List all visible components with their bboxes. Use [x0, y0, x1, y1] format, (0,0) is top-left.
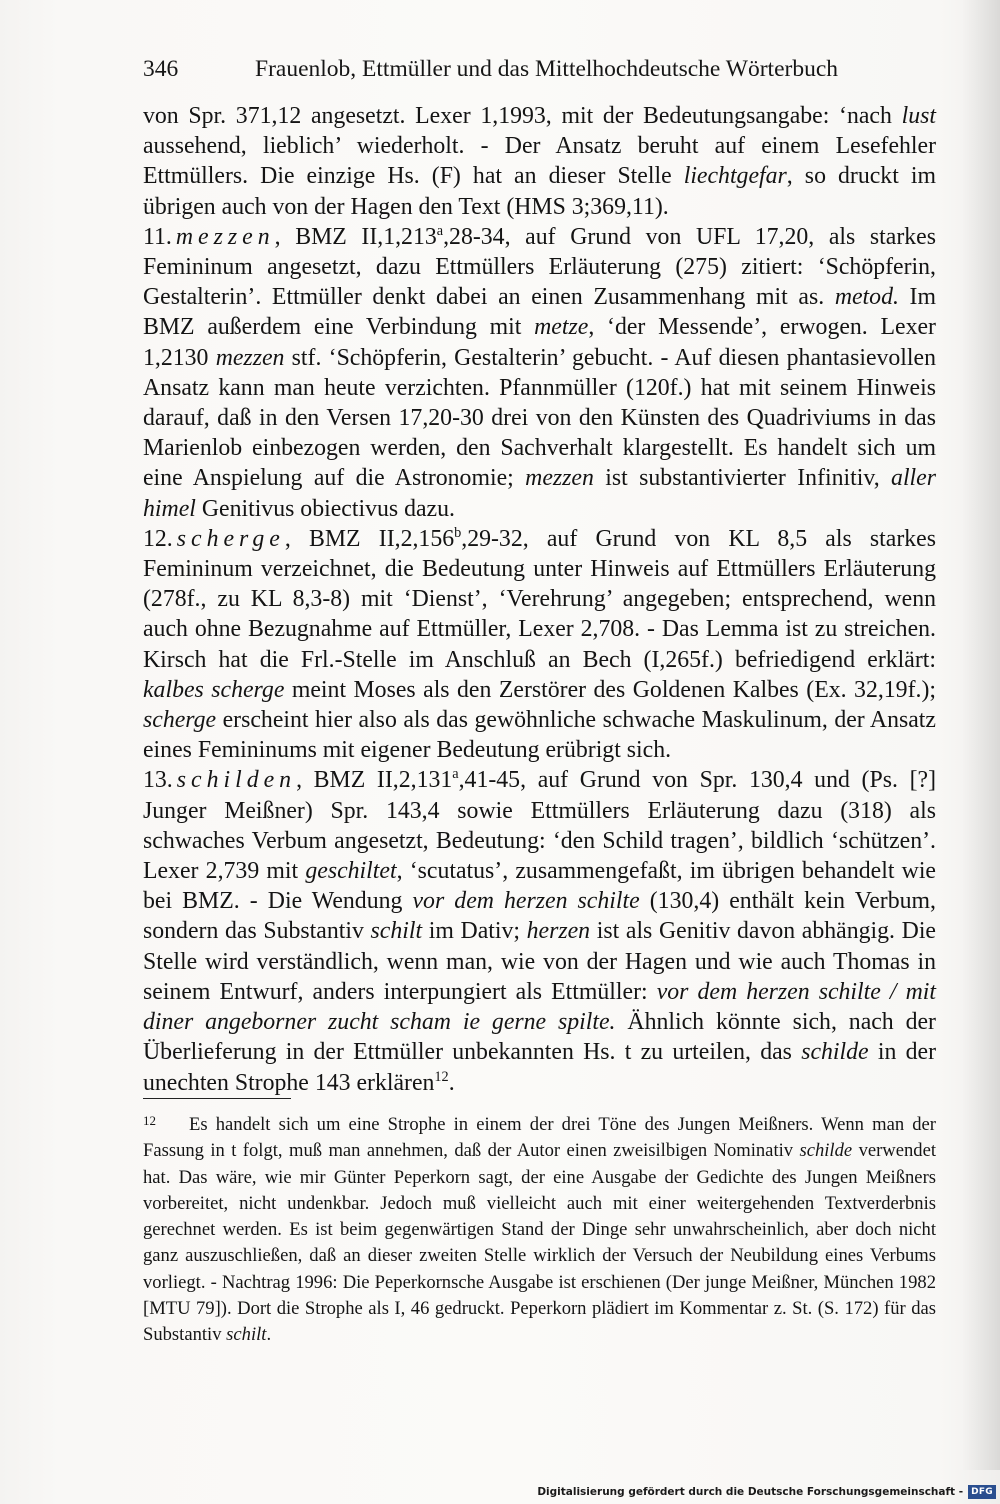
italic-text: metze — [534, 314, 589, 341]
text-run: aussehend, lieblich’ wiederholt. - Der Ansatz beruht auf einem Lesefehler Ettmüllers. Die einzige Hs. (F) hat an dieser Stelle — [143, 133, 936, 190]
italic-text: mezzen — [525, 465, 594, 492]
superscript: a — [436, 222, 444, 239]
italic-text: schilde — [801, 1039, 869, 1066]
text-run: . — [266, 1324, 272, 1346]
entry-number: 12. — [143, 525, 173, 552]
text-run: , BMZ II,2,131 — [296, 767, 453, 794]
text-run: , BMZ II,1,213 — [274, 223, 437, 250]
digitization-credit — [537, 1484, 996, 1500]
italic-text: schilde — [799, 1140, 853, 1162]
lemma-entry — [143, 524, 936, 766]
italic-text: geschiltet — [305, 858, 397, 885]
footnote-rule — [143, 1098, 291, 1099]
text-run: ist als Genitiv davon abhängig. Die Stelle wird verständlich, wenn man, wie von der Hagen und wie auch Thomas in seinem Entwurf, anders interpungiert als Ettmüller: — [143, 918, 936, 1005]
text-run: stf. ‘Schöpferin, Gestalterin’ gebucht. - Auf diesen phantasievollen Ansatz kann man heute verzichten. Pfannmüller (120f.) hat mit seinem Hinweis darauf, daß in den Versen 17,20-30 drei von den Künsten des Quadriviums in das Marienlob einbezogen werden, den Sachverhalt klargestellt. Es handelt sich um eine Anspielung auf die Astronomie; — [143, 344, 936, 492]
text-run: ,41-45, auf Grund von Spr. 130,4 und (Ps. [?] Junger Meißner) Spr. 143,4 sowie Ettmüllers Erläuterung dazu (318) als schwaches Verbum angesetzt, Bedeutung: ‘den Schild tragen’, bildlich ‘schützen’. Lexer 2,739 mit — [143, 767, 936, 885]
italic-text: liechtgefar — [683, 163, 787, 190]
italic-text: schilt — [370, 918, 423, 945]
text-run: von Spr. 371,12 angesetzt. Lexer 1,1993, mit der Bedeutungsangabe: ‘nach — [143, 103, 902, 129]
text-run: Ähnlich könnte sich, nach der Überlieferung in der Ettmüller unbekannten Hs. t zu urteilen, das — [143, 1009, 936, 1066]
text-run: . — [448, 1069, 455, 1096]
entry-continuation — [143, 101, 936, 222]
text-run: Es handelt sich um eine Strophe in einem der drei Töne des Jungen Meißners. Wenn man der Fassung in t folgt, muß man annehmen, daß der Autor einen zweisilbigen Nominativ — [143, 1114, 936, 1162]
text-run: Im BMZ außerdem eine Verbindung mit — [143, 284, 936, 341]
text-run: , ‘der Messende’, erwogen. Lexer 1,2130 — [143, 314, 936, 371]
italic-text: schilt — [226, 1324, 267, 1346]
text-run: , BMZ II,2,156 — [284, 525, 455, 552]
superscript: b — [454, 524, 462, 541]
running-title: Frauenlob, Ettmüller und das Mittelhochdeutsche Wörterbuch — [255, 56, 839, 82]
main-text — [143, 101, 936, 1098]
text-run: meint Moses als den Zerstörer des Goldenen Kalbes (Ex. 32,19f.); — [284, 676, 936, 703]
italic-text: aller himel — [143, 465, 936, 522]
text-run: erscheint hier also als das gewöhnliche schwache Maskulinum, der Ansatz eines Femininums mit eigener Bedeutung erübrigt sich. — [143, 707, 936, 764]
text-run: ,28-34, auf Grund von UFL 17,20, als starkes Femininum angesetzt, dazu Ettmüllers Erläuterung (275) zitiert: ‘Schöpferin, Gestalterin’. Ettmüller denkt dabei an einen Zusammenhang mit as. — [143, 223, 936, 311]
dfg-logo: DFG — [968, 1485, 996, 1499]
lemma-headword: schilden — [176, 767, 297, 794]
text-run: im Dativ; — [422, 918, 527, 945]
gutter-shadow — [962, 0, 1000, 1470]
lemma-headword: mezzen — [175, 223, 275, 250]
lemma-entry — [143, 222, 936, 524]
italic-text: kalbes scherge — [143, 676, 285, 703]
text-run: ,29-32, auf Grund von KL 8,5 als starkes Femininum verzeichnet, die Bedeutung unter Hinweis auf Ettmüllers Erläuterung (278f., zu KL 8,3-8) mit ‘Dienst’, ‘Verehrung’ angegeben; entsprechend, wenn auch ohne Bezugnahme auf Ettmüller, Lexer 2,708. - Das Lemma ist zu streichen. Kirsch hat die Frl.-Stelle im Anschluß an Bech (I,265f.) befriedigend erklärt: — [143, 525, 937, 673]
text-run: (130,4) enthält kein Verbum, sondern das Substantiv — [143, 888, 936, 945]
superscript: a — [452, 766, 459, 783]
text-run: verwendet hat. Das wäre, wie mir Günter Peperkorn sagt, der eine Ausgabe der Gedichte des Jungen Meißners vorbereitet, nicht undenkbar. Jedoch muß vielleicht auch mit einer weitergehenden Textverderbnis gerechnet werden. Es ist beim gegenwärtigen Stand der Dinge sehr unwahrscheinlich, aber doch nicht ganz auszuschließen, daß an dieser zweiten Stelle wirklich der Versuch der Neubildung eines Verbums vorliegt. - Nachtrag 1996: Die Peperkornsche Ausgabe ist erschienen (Der junge Meißner, München 1982 [MTU 79]). Dort die Strophe als I, 46 gedruckt. Peperkorn plädiert im Kommentar z. St. (S. 172) für das Substantiv — [143, 1140, 936, 1346]
lemma-entry — [143, 765, 936, 1097]
italic-text: metod. — [834, 284, 899, 311]
text-run: in der unechten Strophe 143 erklären — [143, 1039, 936, 1096]
italic-text: herzen — [526, 918, 591, 945]
digitization-credit-text: Digitalisierung gefördert durch die Deutsche Forschungsgemeinschaft - — [537, 1486, 964, 1498]
lemma-headword: scherge — [176, 525, 285, 552]
italic-text: vor dem herzen schilte — [412, 888, 640, 915]
italic-text: scherge — [143, 707, 217, 734]
text-run: , ‘scutatus’, zusammengefaßt, im übrigen behandelt wie bei BMZ. - Die Wendung — [143, 858, 936, 915]
text-run: Genitivus obiectivus dazu. — [195, 495, 455, 522]
entry-number: 11. — [143, 223, 172, 250]
text-run: ist substantivierter Infinitiv, — [593, 465, 892, 492]
entry-number: 13. — [143, 767, 173, 794]
italic-text: lust — [901, 103, 936, 129]
footnote-text — [143, 1114, 936, 1345]
italic-text: mezzen — [215, 344, 285, 371]
superscript: 12 — [434, 1068, 449, 1085]
footnote: 12 Es handelt sich um eine Strophe in einem der drei Töne des Jungen Meißners. Wenn man der Fassung in t folgt, muß man annehmen, daß der Autor einen zweisilbigen Nominativ schilde verwendet hat. Das wäre, wie mir Günter Peperkorn sagt, der eine Ausgabe der Gedichte des Jungen Meißners vorbereitet, nicht undenkbar. Jedoch muß vielleicht auch mit einer weitergehenden Textverderbnis gerechnet werden. Es ist beim gegenwärtigen Stand der Dinge sehr unwahrscheinlich, aber doch nicht ganz auszuschließen, daß an dieser zweiten Stelle wirklich der Versuch der Neubildung eines Verbums vorliegt. - Nachtrag 1996: Die Peperkornsche Ausgabe ist erschienen (Der junge Meißner, München 1982 [MTU 79]). Dort die Strophe als I, 46 gedruckt. Peperkorn plädiert im Kommentar z. St. (S. 172) für das Substantiv schilt. — [143, 1113, 936, 1346]
italic-text: vor dem herzen schilte / mit diner angeborner zucht scham ie gerne spilte. — [143, 978, 936, 1036]
text-run: , so druckt im übrigen auch von der Hagen den Text (HMS 3;369,11). — [143, 163, 936, 220]
page-header — [143, 56, 843, 90]
page-number: 346 — [143, 56, 179, 82]
